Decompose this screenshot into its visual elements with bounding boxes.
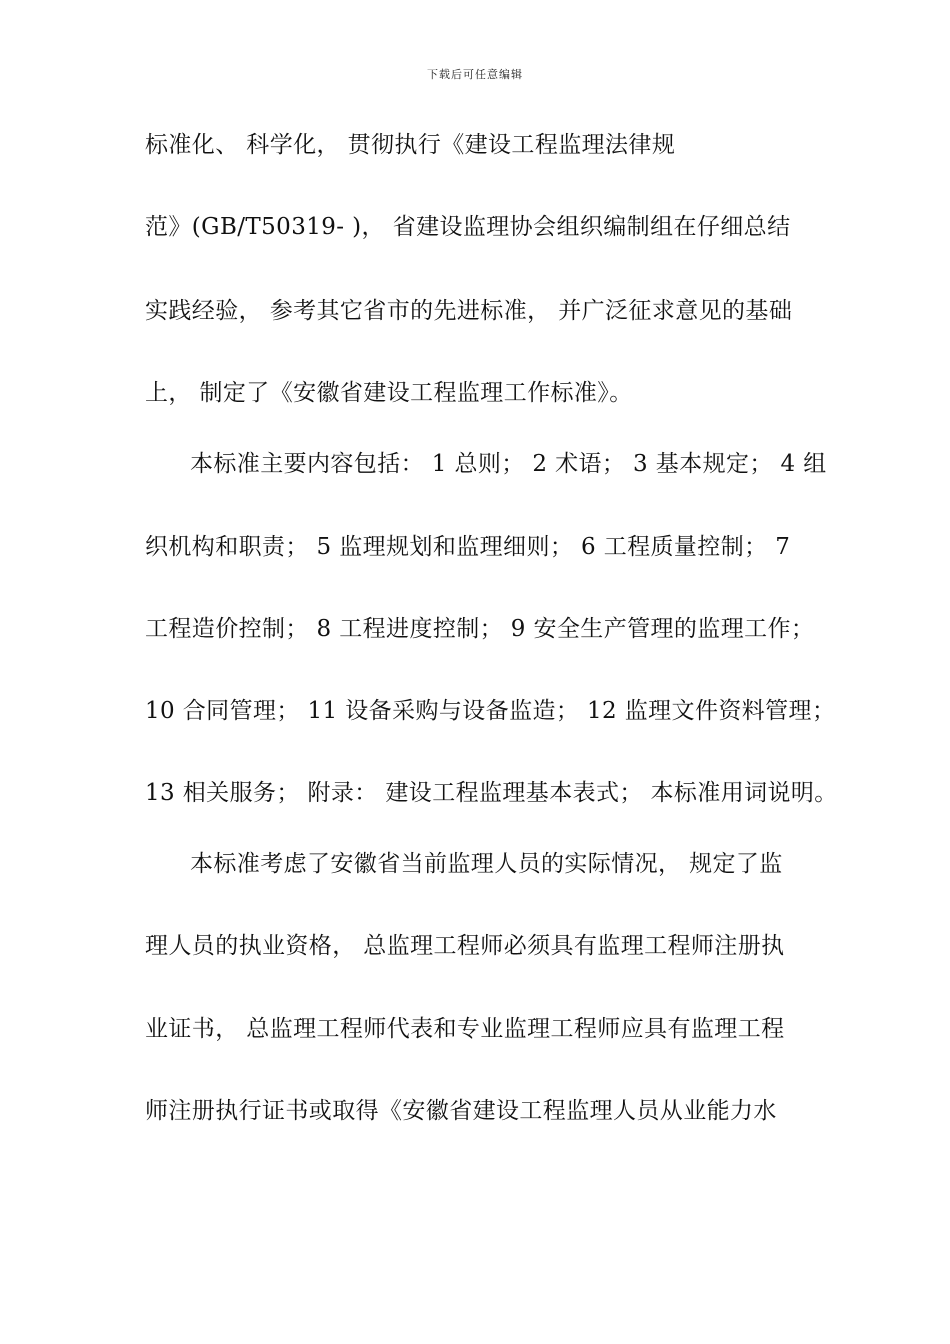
text-line-2: 范》(GB/T50319- )， 省建设监理协会组织编制组在仔细总结 — [145, 214, 791, 240]
text-line-12: 业证书， 总监理工程师代表和专业监理工程师应具有监理工程 — [145, 1016, 785, 1042]
text-line-4: 上， 制定了《安徽省建设工程监理工作标准》。 — [145, 380, 633, 406]
text-line-7: 工程造价控制； 8 工程进度控制； 9 安全生产管理的监理工作； — [145, 616, 815, 642]
text-line-13: 师注册执行证书或取得《安徽省建设工程监理人员从业能力水 — [145, 1098, 777, 1124]
text-line-11: 理人员的执业资格， 总监理工程师必须具有监理工程师注册执 — [145, 933, 785, 959]
text-line-6: 织机构和职责； 5 监理规划和监理细则； 6 工程质量控制； 7 — [145, 534, 791, 560]
text-line-9: 13 相关服务； 附录： 建设工程监理基本表式； 本标准用词说明。 — [145, 780, 838, 806]
text-line-8: 10 合同管理； 11 设备采购与设备监造； 12 监理文件资料管理； — [145, 698, 836, 724]
text-line-10: 本标准考虑了安徽省当前监理人员的实际情况， 规定了监 — [190, 851, 783, 877]
text-line-5: 本标准主要内容包括： 1 总则； 2 术语； 3 基本规定； 4 组 — [190, 451, 827, 477]
text-line-3: 实践经验， 参考其它省市的先进标准， 并广泛征求意见的基础 — [145, 298, 793, 324]
page-header: 下载后可任意编辑 — [427, 68, 523, 81]
text-line-1: 标准化、 科学化， 贯彻执行《建设工程监理法律规 — [145, 132, 676, 158]
